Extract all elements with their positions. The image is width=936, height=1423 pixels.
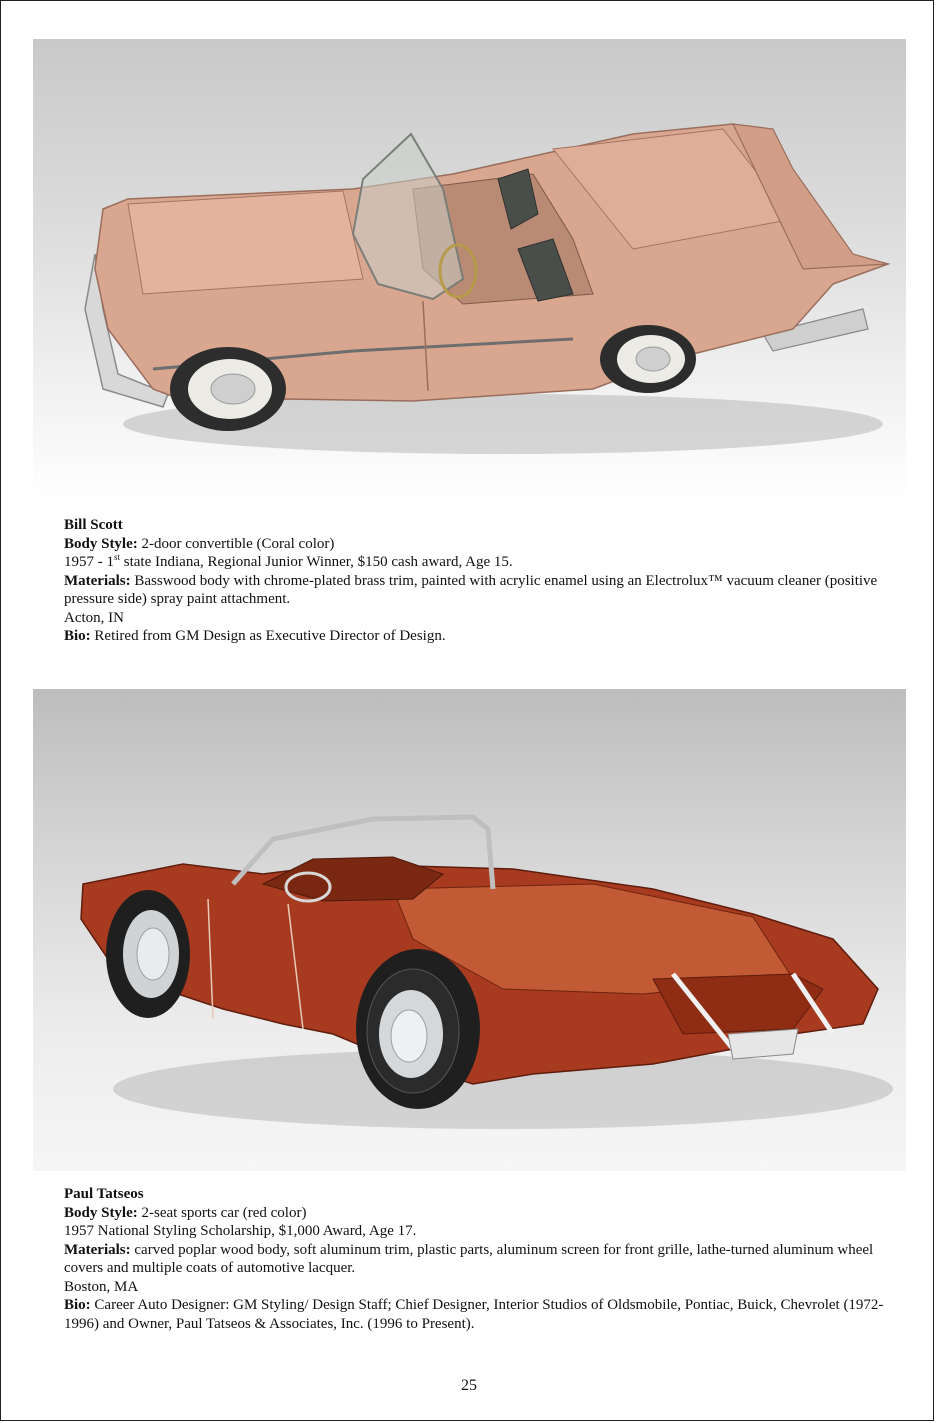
coral-convertible-photo [33, 39, 906, 502]
entry-caption-paul-tatseos [64, 1185, 884, 1333]
bio-value: Career Auto Designer: GM Styling/ Design Staff; Chief Designer, Interior Studios of Oldsmobile, Pontiac, Buick, Chevrolet (1972-1996) and Owner, Paul Tatseos & Associates, Inc. (1996 to Present). [64, 1297, 884, 1332]
entry-name: Bill Scott [64, 517, 123, 533]
bio-label: Bio: [64, 1297, 91, 1313]
award-text: 1957 - 1st state Indiana, Regional Junior Winner, $150 cash award, Age 15. [64, 552, 513, 570]
entry-name: Paul Tatseos [64, 1186, 144, 1202]
materials-value: Basswood body with chrome-plated brass trim, painted with acrylic enamel using an Electrolux™ vacuum cleaner (positive pressure side) spray paint attachment. [64, 572, 878, 607]
materials-label: Materials: [64, 1241, 131, 1258]
entry-caption-bill-scott [64, 516, 884, 646]
red-sports-car-illustration [33, 689, 906, 1171]
coral-convertible-illustration [33, 39, 906, 502]
body-style-label: Body Style: [64, 1204, 138, 1221]
bio-value: Retired from GM Design as Executive Director of Design. [94, 628, 446, 644]
body-style-value: 2-seat sports car (red color) [141, 1204, 307, 1221]
award-text: 1957 National Styling Scholarship, $1,000 Award, Age 17. [64, 1223, 417, 1239]
location-text: Boston, MA [64, 1278, 139, 1295]
body-style-label: Body Style: [64, 535, 138, 552]
body-style-value: 2-door convertible (Coral color) [141, 535, 335, 552]
location-text: Acton, IN [64, 609, 124, 626]
materials-value: carved poplar wood body, soft aluminum trim, plastic parts, aluminum screen for front grille, lathe-turned aluminum wheel covers and multiple coats of automotive lacquer. [64, 1241, 874, 1276]
red-sports-car-photo [33, 689, 906, 1171]
materials-label: Materials: [64, 572, 131, 589]
bio-label: Bio: [64, 628, 91, 644]
page-number: 25 [461, 1377, 477, 1394]
